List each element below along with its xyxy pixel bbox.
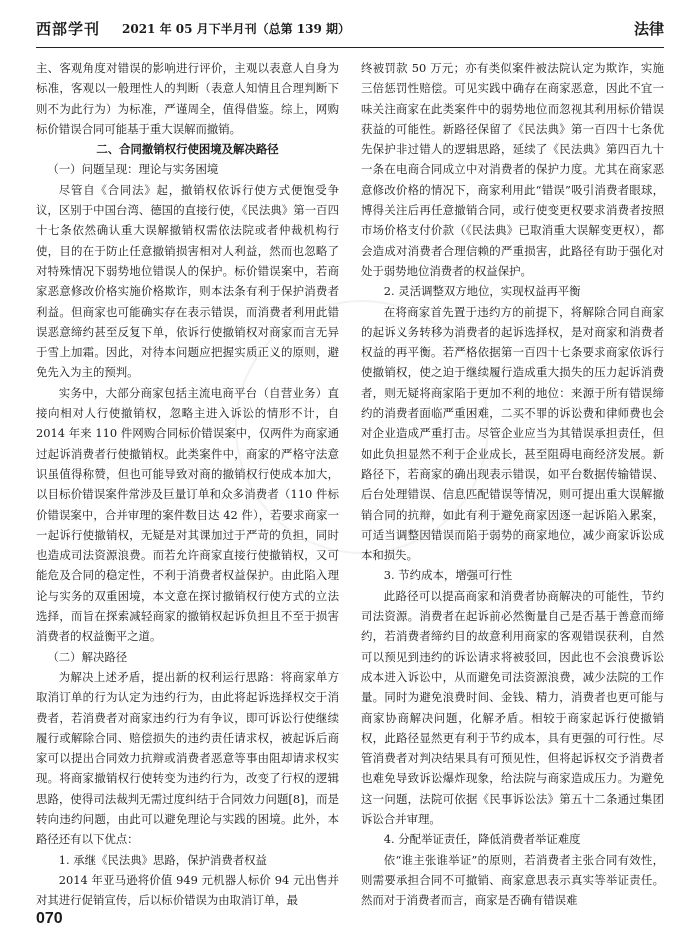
paragraph: 在将商家首先置于违约方的前提下，将解除合同自商家的起诉义务转移为消费者的起诉选择权，是对商家和消费者权益的再平衡。若严格依据第一百四十七条要求商家依诉行使撤销权，使之迫于继续履行造成重大损失的压力起诉消费者，则无疑将商家陷于更加不利的地位：来源于所有错误缔约的消费者面临严重困难，二买不罪的诉讼费和律师费也会对企业造成严重打击。尽管企业应当为其错误承担责任，但如此负担显然不利于企业成长，甚至阻碍电商经济发展。新路径下，若商家的确出现表示错误，如平台数据传输错误、后台处理错误、信息匹配错误等情况，则可提出重大误解撤销合同的抗辩，如此有利于避免商家因逐一起诉陷入累案，可适当调整因错误而陷于弱势的商家地位，减少商家诉讼成本和损失。 bbox=[361, 304, 664, 563]
point-heading: 3. 节约成本，增强可行性 bbox=[383, 568, 513, 583]
paragraph: 2014 年亚马逊将价值 949 元机器人标价 94 元出售并对其进行促销宣传，后以标价错误为由取消订单，最 bbox=[36, 872, 339, 908]
page-number: 070 bbox=[36, 910, 63, 927]
subsection-heading: （一）问题呈现：理论与实务困境 bbox=[47, 162, 219, 177]
page-header bbox=[36, 18, 664, 44]
right-column bbox=[361, 58, 664, 910]
point-heading: 4. 分配举证责任，降低消费者举证难度 bbox=[383, 832, 581, 847]
point-heading: 1. 承继《民法典》思路，保护消费者权益 bbox=[58, 852, 267, 867]
journal-logo: 西部学刊 bbox=[36, 20, 101, 38]
paragraph: 此路径可以提高商家和消费者协商解决的可能性，节约司法资源。消费者在起诉前必然衡量自己是否基于善意而缔约，若消费者缔约目的故意利用商家的客观错误获利，自然可以预见到违约的诉讼请求将被驳回，因此也不会浪费诉讼成本进入诉讼中，从而避免司法资源浪费，减少法院的工作量。同时为避免浪费时间、金钱、精力，消费者也更可能与商家协商解决问题，化解矛盾。相较于商家起诉行使撤销权，此路径显然更有利于节约成本，具有更强的可行性。尽管消费者对判决结果具有可预见性，但将起诉权交予消费者也难免导致诉讼爆炸现象，给法院与商家造成压力。为避免这一问题，法院可依据《民事诉讼法》第五十二条通过集团诉讼合并审理。 bbox=[361, 588, 664, 826]
paragraph: 实务中，大部分商家包括主流电商平台（自营业务）直接向相对人行使撤销权，忽略主进入诉讼的情形不计，自 2014 年来 110 件网购合同标价错误案中，仅两件为商家通过起诉消费者行使撤销权。此类案件中，商家的严格守法意识虽值得称赞，但也可能导致对商的撤销权行使成本加大，以目标价错误案件常涉及巨量订单和众多消费者（110 件标价错误案中，合并审理的案件数目达 42 件），若要求商家一一起诉行使撤销权，无疑是对其课加过于严苛的负担，同时也造成司法资源浪费。而若允许商家直接行使撤销权，又可能危及合同的稳定性，不利于消费者权益保护。由此陷入理论与实务的双重困境，本文意在探讨撤销权行使方式的立法选择，而旨在探索减轻商家的撤销权起诉负担且不至于损害消费者的权益衡平之道。 bbox=[36, 385, 339, 644]
paragraph: 依“谁主张谁举证”的原则，若消费者主张合同有效性，则需要承担合同不可撤销、商家意思表示真实等举证责任。然而对于消费者而言，商家是否确有错误难 bbox=[361, 852, 664, 908]
paragraph: 尽管自《合同法》起，撤销权依诉行使方式便饱受争议，区别于中国台湾、德国的直接行使，《民法典》第一百四十七条依然确认重大误解撤销权需依法院或者仲裁机构行使，目的在于防止任意撤销损害相对人利益，然而也忽略了对特殊情况下弱势地位错误人的保护。标价错误案中，若商家恶意修改价格实施价格欺诈，则本法条有利于保护消费者利益。但商家也可能确实存在表示错误，而消费者利用此错误恶意缔约甚至反复下单，依诉行使撤销权对商家而言无异于雪上加霜。因此，对待本问题应把握实质正义的原则，避免先入为主的预判。 bbox=[36, 182, 339, 380]
issue-info: 2021 年 05 月下半月刊（总第 139 期） bbox=[122, 22, 351, 36]
point-heading: 2. 灵活调整双方地位，实现权益再平衡 bbox=[383, 284, 581, 299]
section-heading: 二、合同撤销权行使困境及解决路径 bbox=[96, 142, 279, 157]
paragraph: 主、客观角度对错误的影响进行评价，主观以表意人自身为标准，客观以一般理性人的判断（表意人知情且合理判断下则不为此行为）为标准，严谨周全，值得借鉴。综上，网购标价错误合同可能基于重大误解而撤销。 bbox=[36, 61, 339, 136]
left-column bbox=[36, 58, 339, 910]
paragraph: 为解决上述矛盾，提出新的权利运行思路：将商家单方取消订单的行为认定为违约行为，由此将起诉选择权交于消费者，若消费者对商家违约行为有争议，即可诉讼行使继续履行或解除合同、赔偿损失的违约责任请求权，被起诉后商家可以提出合同效力抗辩或消费者恶意等事由阻却请求权实现。将商家撤销权行使转变为违约行为，改变了行权的逻辑思路，使得司法裁判无需过度纠结于合同效力问题[8]，而是转向违约问题，由此可以避免理论与实践的困境。此外，本路径还有以下优点： bbox=[36, 669, 339, 847]
paragraph: 终被罚款 50 万元；亦有类似案件被法院认定为欺诈，实施三倍惩罚性赔偿。可见实践中确存在商家恶意，因此不宜一味关注商家在此类案件中的弱势地位而忽视其利用标价错误获益的可能性。新路径保留了《民法典》第一百四十七条优先保护非过错人的逻辑思路，延续了《民法典》第四百九十一条在电商合同成立中对消费者的保护力度。尤其在商家恶意修改价格的情况下，商家利用此“错误”吸引消费者眼球，博得关注后再任意撤销合同，或行使变更权要求消费者按照市场价格支付价款（《民法典》已取消重大误解变更权），都会造成对消费者合理信赖的严重损害，此路径有助于强化对处于弱势地位消费者的权益保护。 bbox=[361, 61, 664, 278]
header-rule bbox=[36, 47, 664, 48]
section-title: 法律 bbox=[633, 20, 664, 38]
subsection-heading: （二）解决路径 bbox=[47, 649, 128, 664]
